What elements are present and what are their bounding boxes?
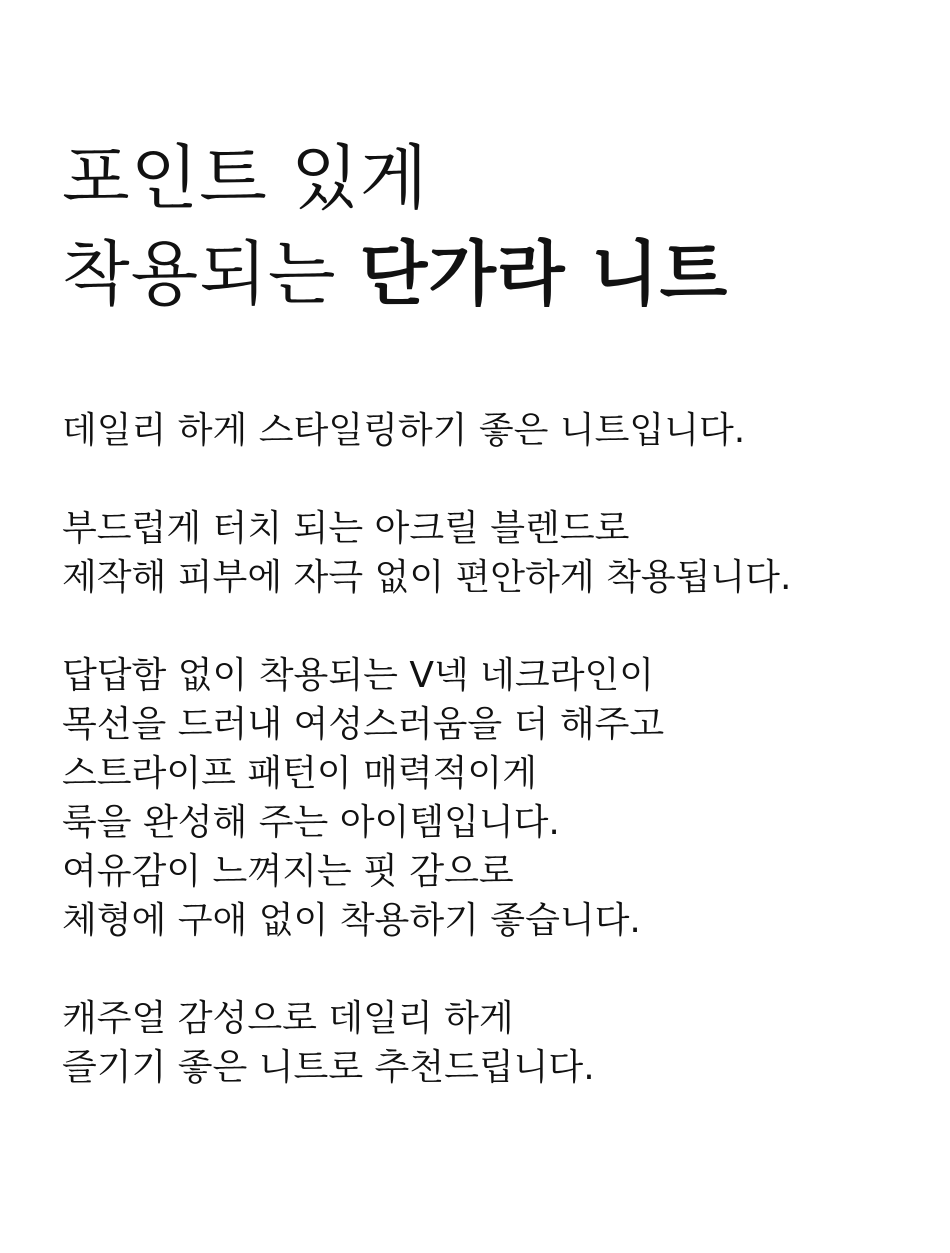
paragraph-line: 답답함 없이 착용되는 V넥 네크라인이 — [62, 655, 655, 696]
paragraph-line: 부드럽게 터치 되는 아크릴 블렌드로 — [62, 508, 630, 549]
paragraph-line: 체형에 구애 없이 착용하기 좋습니다. — [62, 900, 641, 941]
paragraph-recommend — [62, 994, 922, 1092]
headline-line-2 — [62, 226, 922, 322]
headline-line-2-regular: 착용되는 — [62, 233, 360, 315]
paragraph-line: 스트라이프 패턴이 매력적이게 — [62, 753, 537, 794]
paragraph-line: 캐주얼 감성으로 데일리 하게 — [62, 998, 514, 1039]
paragraph-intro — [62, 406, 922, 455]
paragraph-design — [62, 651, 922, 945]
paragraph-line: 여유감이 느껴지는 핏 감으로 — [62, 851, 514, 892]
headline-line-2-bold: 단가라 니트 — [359, 232, 729, 315]
headline — [62, 130, 922, 322]
paragraph-material — [62, 504, 922, 602]
paragraph-line: 목선을 드러내 여성스러움을 더 해주고 — [62, 704, 665, 745]
paragraph-line: 데일리 하게 스타일링하기 좋은 니트입니다. — [62, 410, 746, 451]
headline-line-1: 포인트 있게 — [62, 137, 429, 219]
paragraph-line: 제작해 피부에 자극 없이 편안하게 착용됩니다. — [62, 557, 792, 598]
paragraph-line: 룩을 완성해 주는 아이템입니다. — [62, 802, 560, 843]
product-description — [62, 130, 922, 1141]
paragraph-line: 즐기기 좋은 니트로 추천드립니다. — [62, 1047, 595, 1088]
body-copy — [62, 406, 922, 1092]
